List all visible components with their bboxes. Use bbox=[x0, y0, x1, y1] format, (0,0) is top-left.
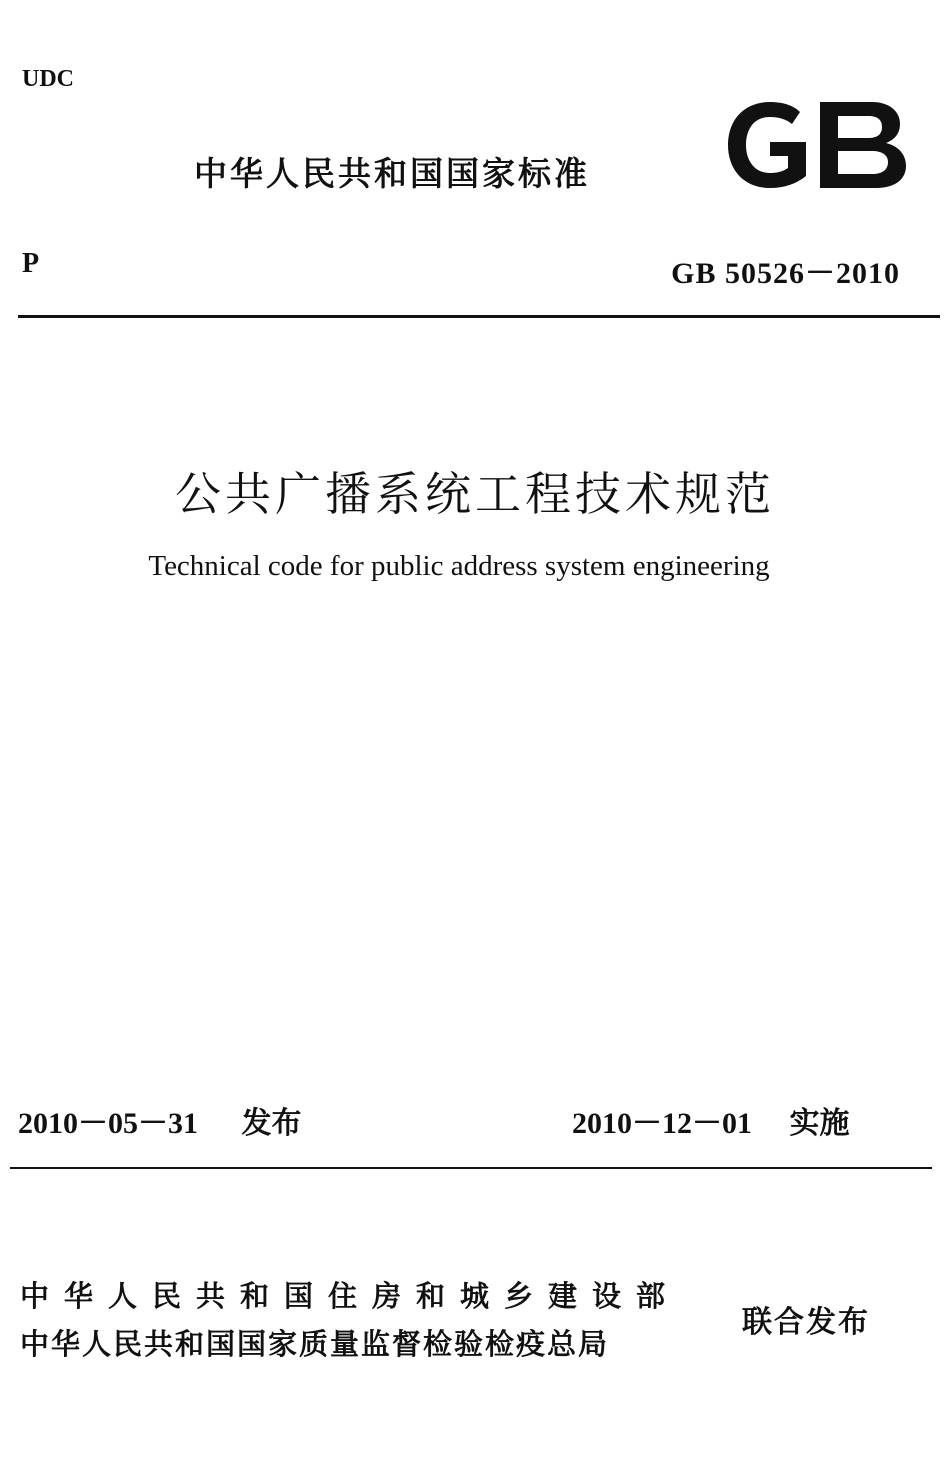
category-label: P bbox=[22, 248, 40, 279]
issue-label: 发布 bbox=[241, 1106, 302, 1141]
top-divider bbox=[18, 315, 940, 318]
issue-date-row bbox=[18, 1098, 302, 1142]
bottom-divider bbox=[10, 1167, 932, 1169]
national-standard-heading: 中华人民共和国国家标准 bbox=[194, 154, 590, 193]
issue-date: 2010－05－31 bbox=[18, 1107, 198, 1140]
title-english: Technical code for public address system engineering bbox=[148, 550, 770, 582]
joint-publish-label: 联合发布 bbox=[742, 1305, 870, 1340]
publisher-ministry: 中华人民共和国住房和城乡建设部 bbox=[20, 1279, 681, 1313]
publisher-aqsiq: 中华人民共和国国家质量监督检验检疫总局 bbox=[20, 1327, 610, 1361]
gb-logo bbox=[722, 98, 908, 192]
title-chinese: 公共广播系统工程技术规范 bbox=[175, 467, 775, 521]
standard-number: GB 50526－2010 bbox=[671, 257, 900, 290]
effective-label: 实施 bbox=[789, 1106, 850, 1141]
effective-date-row bbox=[572, 1098, 850, 1142]
udc-label: UDC bbox=[22, 66, 74, 92]
effective-date: 2010－12－01 bbox=[572, 1107, 752, 1140]
